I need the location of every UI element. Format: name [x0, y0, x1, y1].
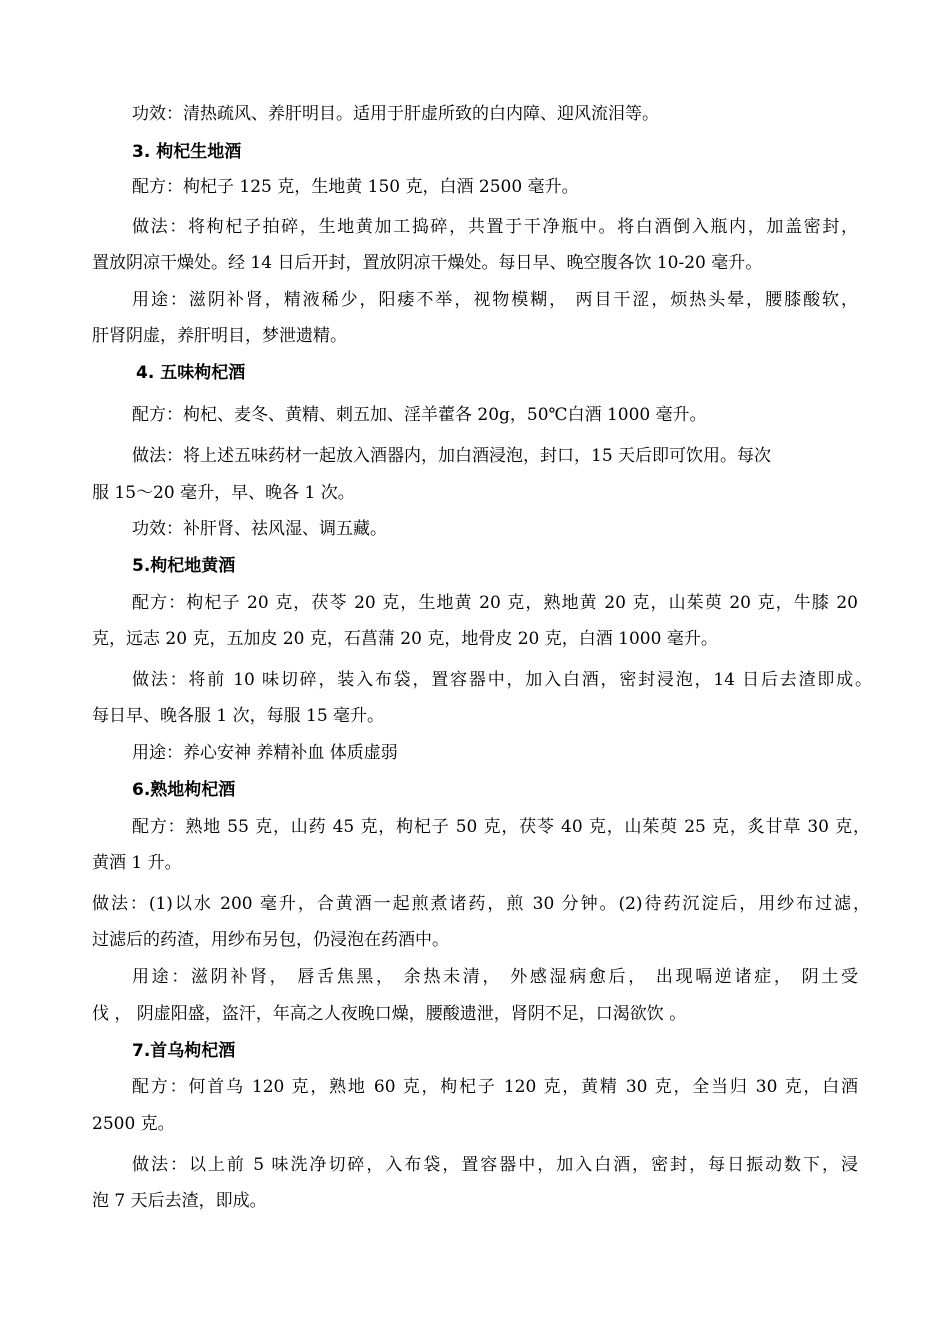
body-line: 用途：滋阴补肾， 唇舌焦黑， 余热未清， 外感湿病愈后， 出现嗝逆诸症， 阴土受 [132, 967, 858, 987]
body-line: 置放阴凉干燥处。经 14 日后开封，置放阴凉干燥处。每日早、晚空腹各饮 10-20 毫升。 [92, 253, 763, 273]
body-line: 做法：将前 10 味切碎，装入布袋，置容器中，加入白酒，密封浸泡，14 日后去渣即成。 [132, 670, 872, 690]
body-line: 肝肾阴虚，养肝明目，梦泄遗精。 [92, 326, 347, 346]
body-line: 用途：养心安神 养精补血 体质虚弱 [132, 743, 398, 763]
body-line: 配方：枸杞、麦冬、黄精、刺五加、淫羊藿各 20g，50℃白酒 1000 毫升。 [132, 405, 707, 425]
body-line: 功效：补肝肾、祛风湿、调五藏。 [132, 519, 387, 539]
section-heading: 6.熟地枸杞酒 [132, 780, 236, 800]
section-heading: 5.枸杞地黄酒 [132, 556, 236, 576]
body-line: 伐 ， 阴虚阳盛，盗汗，年高之人夜晚口燥，腰酸遗泄，肾阴不足，口渴欲饮 。 [92, 1004, 687, 1024]
body-line: 配方：熟地 55 克，山药 45 克，枸杞子 50 克，茯苓 40 克，山茱萸 25 克，炙甘草 30 克， [132, 817, 870, 837]
section-heading: 3. 枸杞生地酒 [132, 142, 242, 162]
body-line: 配方：枸杞子 20 克，茯苓 20 克，生地黄 20 克，熟地黄 20 克，山茱萸 20 克，牛膝 20 [132, 593, 858, 613]
body-line: 2500 克。 [92, 1114, 175, 1134]
body-line: 配方：何首乌 120 克，熟地 60 克，枸杞子 120 克，黄精 30 克，全当归 30 克，白酒 [132, 1077, 858, 1097]
body-line: 每日早、晚各服 1 次，每服 15 毫升。 [92, 706, 385, 726]
body-line: 做法：(1)以水 200 毫升，合黄酒一起煎煮诸药，煎 30 分钟。(2)待药沉淀后，用纱布过滤， [92, 894, 870, 914]
body-line: 做法：将枸杞子拍碎，生地黄加工捣碎，共置于干净瓶中。将白酒倒入瓶内，加盖密封， [132, 217, 858, 237]
section-heading: 4. 五味枸杞酒 [136, 363, 246, 383]
body-line: 配方：枸杞子 125 克，生地黄 150 克，白酒 2500 毫升。 [132, 177, 579, 197]
body-line: 服 15～20 毫升，早、晚各 1 次。 [92, 483, 355, 503]
body-line: 功效：清热疏风、养肝明目。适用于肝虚所致的白内障、迎风流泪等。 [132, 104, 659, 124]
body-line: 用途：滋阴补肾，精液稀少，阳痿不举，视物模糊， 两目干涩，烦热头晕，腰膝酸软， [132, 290, 858, 310]
body-line: 做法：以上前 5 味洗净切碎，入布袋，置容器中，加入白酒，密封，每日振动数下，浸 [132, 1155, 858, 1175]
body-line: 做法：将上述五味药材一起放入酒器内，加白酒浸泡，封口，15 天后即可饮用。每次 [132, 446, 772, 466]
section-heading: 7.首乌枸杞酒 [132, 1041, 236, 1061]
body-line: 克，远志 20 克，五加皮 20 克，石菖蒲 20 克，地骨皮 20 克，白酒 1000 毫升。 [92, 629, 718, 649]
body-line: 黄酒 1 升。 [92, 853, 182, 873]
body-line: 泡 7 天后去渣，即成。 [92, 1191, 267, 1211]
body-line: 过滤后的药渣，用纱布另包，仍浸泡在药酒中。 [92, 930, 449, 950]
